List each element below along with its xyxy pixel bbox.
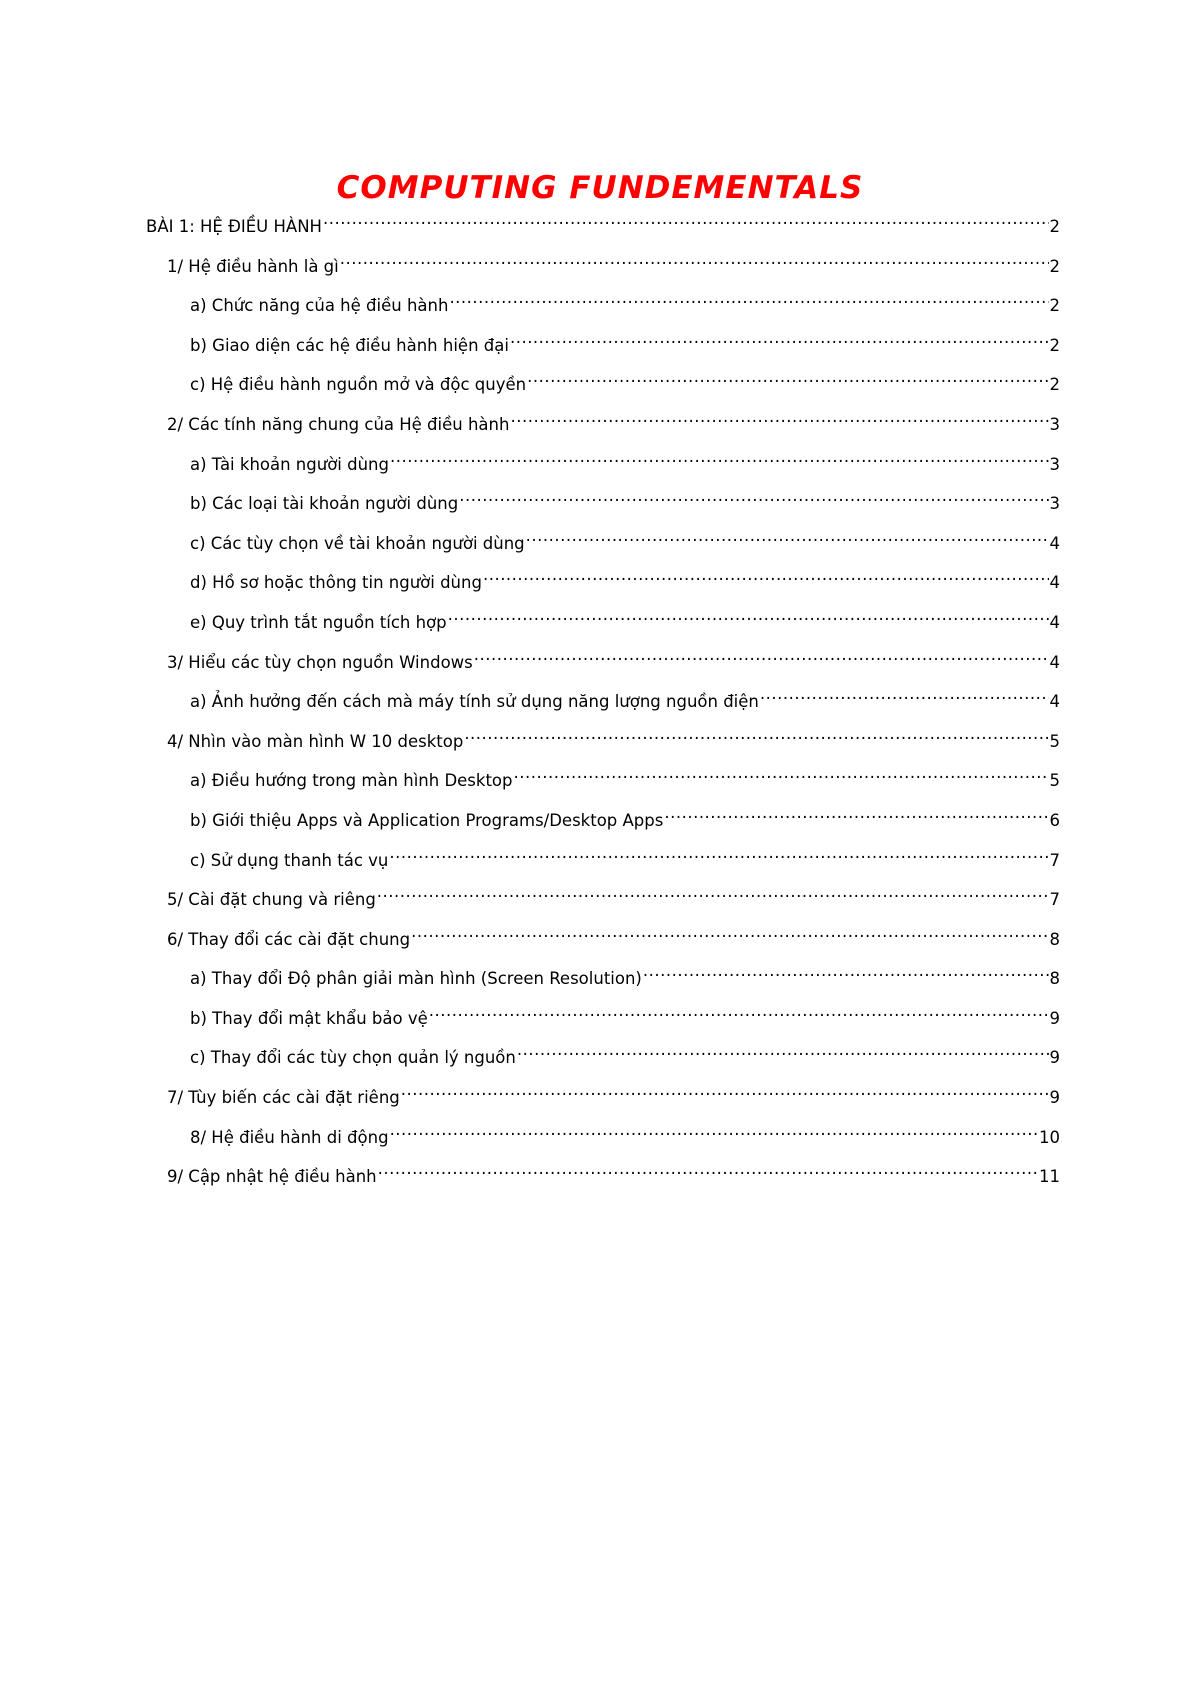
toc-entry-text: c) Thay đổi các tùy chọn quản lý nguồn: [190, 1048, 516, 1068]
toc-entry-page: 4: [1049, 533, 1060, 553]
document-title: COMPUTING FUNDEMENTALS: [336, 170, 864, 206]
toc-entry-text: b) Các loại tài khoản người dùng: [190, 494, 459, 514]
toc-entry-text: c) Hệ điều hành nguồn mở và độc quyền: [190, 375, 527, 395]
toc-entry-page: 2: [1049, 335, 1060, 355]
toc-leader-dots: [401, 1083, 1049, 1103]
toc-entry-text: b) Giao diện các hệ điều hành hiện đại: [190, 335, 509, 355]
toc-entry-text: 3/ Hiểu các tùy chọn nguồn Windows: [167, 652, 473, 672]
toc-entry-page: 11: [1039, 1167, 1060, 1187]
toc-entry-text: b) Thay đổi mật khẩu bảo vệ: [190, 1008, 428, 1028]
toc-entry-text: d) Hồ sơ hoặc thông tin người dùng: [190, 573, 482, 593]
toc-entry-page: 4: [1049, 652, 1060, 672]
toc-leader-dots: [378, 1162, 1038, 1182]
toc-leader-dots: [459, 489, 1048, 509]
toc-entry-text: 2/ Các tính năng chung của Hệ điều hành: [167, 414, 510, 434]
toc-entry[interactable]: [146, 687, 1060, 727]
toc-entry-page: 9: [1049, 1008, 1060, 1028]
toc-entry-page: 3: [1049, 414, 1060, 434]
toc-leader-dots: [643, 964, 1049, 984]
toc-leader-dots: [340, 252, 1049, 272]
toc-entry-page: 5: [1049, 771, 1060, 791]
toc-leader-dots: [664, 806, 1048, 826]
toc-leader-dots: [474, 648, 1049, 668]
toc-entry-page: 7: [1049, 890, 1060, 910]
toc-leader-dots: [448, 608, 1049, 628]
toc-entry-text: e) Quy trình tắt nguồn tích hợp: [190, 612, 447, 632]
toc-entry-page: 8: [1049, 929, 1060, 949]
toc-entry[interactable]: [146, 489, 1060, 529]
toc-entry-page: 6: [1049, 810, 1060, 830]
toc-entry-text: 1/ Hệ điều hành là gì: [167, 256, 339, 276]
toc-leader-dots: [390, 1123, 1038, 1143]
toc-entry[interactable]: [146, 370, 1060, 410]
toc-entry[interactable]: [146, 1043, 1060, 1083]
toc-leader-dots: [527, 370, 1048, 390]
toc-entry-page: 8: [1049, 969, 1060, 989]
toc-entry[interactable]: [146, 648, 1060, 688]
toc-entry-text: c) Sử dụng thanh tác vụ: [190, 850, 389, 870]
toc-leader-dots: [517, 1043, 1049, 1063]
toc-entry[interactable]: [146, 212, 1060, 252]
toc-entry-page: 9: [1049, 1048, 1060, 1068]
toc-leader-dots: [514, 766, 1049, 786]
toc-entry[interactable]: [146, 846, 1060, 886]
toc-entry[interactable]: [146, 727, 1060, 767]
toc-entry-text: b) Giới thiệu Apps và Application Programs/Desktop Apps: [190, 810, 664, 830]
toc-entry[interactable]: [146, 885, 1060, 925]
toc-leader-dots: [411, 925, 1048, 945]
toc-entry[interactable]: [146, 766, 1060, 806]
toc-entry-text: 6/ Thay đổi các cài đặt chung: [167, 929, 411, 949]
toc-entry[interactable]: [146, 331, 1060, 371]
toc-entry-page: 10: [1039, 1127, 1060, 1147]
toc-entry-page: 2: [1049, 375, 1060, 395]
toc-entry[interactable]: [146, 1083, 1060, 1123]
toc-entry-page: 2: [1049, 256, 1060, 276]
toc-entry-text: a) Chức năng của hệ điều hành: [190, 296, 449, 316]
toc-leader-dots: [526, 529, 1049, 549]
toc-leader-dots: [429, 1004, 1049, 1024]
toc-entry[interactable]: [146, 1162, 1060, 1202]
toc-entry-text: a) Ảnh hưởng đến cách mà máy tính sử dụng năng lượng nguồn điện: [190, 692, 759, 712]
toc-entry[interactable]: [146, 608, 1060, 648]
table-of-contents: [146, 212, 1060, 1202]
toc-entry-text: a) Điều hướng trong màn hình Desktop: [190, 771, 513, 791]
toc-entry[interactable]: [146, 806, 1060, 846]
toc-entry-page: 9: [1049, 1088, 1060, 1108]
toc-entry-page: 3: [1049, 454, 1060, 474]
toc-entry-page: 3: [1049, 494, 1060, 514]
toc-entry-text: 4/ Nhìn vào màn hình W 10 desktop: [167, 731, 464, 751]
toc-leader-dots: [449, 291, 1048, 311]
toc-entry-text: c) Các tùy chọn về tài khoản người dùng: [190, 533, 525, 553]
toc-entry[interactable]: [146, 964, 1060, 1004]
toc-entry-page: 4: [1049, 612, 1060, 632]
toc-leader-dots: [760, 687, 1049, 707]
toc-entry-page: 7: [1049, 850, 1060, 870]
toc-leader-dots: [323, 212, 1049, 232]
toc-entry-page: 5: [1049, 731, 1060, 751]
toc-entry[interactable]: [146, 291, 1060, 331]
toc-entry-page: 2: [1049, 217, 1060, 236]
toc-entry[interactable]: [146, 925, 1060, 965]
toc-entry-page: 4: [1049, 692, 1060, 712]
toc-entry[interactable]: [146, 450, 1060, 490]
toc-leader-dots: [510, 331, 1049, 351]
toc-entry-page: 2: [1049, 296, 1060, 316]
toc-entry[interactable]: [146, 529, 1060, 569]
toc-leader-dots: [464, 727, 1048, 747]
toc-entry-text: 5/ Cài đặt chung và riêng: [167, 890, 376, 910]
toc-leader-dots: [483, 568, 1049, 588]
toc-entry-text: 8/ Hệ điều hành di động: [190, 1127, 389, 1147]
toc-entry-page: 4: [1049, 573, 1060, 593]
toc-leader-dots: [377, 885, 1049, 905]
toc-entry-text: a) Thay đổi Độ phân giải màn hình (Screen Resolution): [190, 969, 642, 989]
toc-entry[interactable]: [146, 252, 1060, 292]
toc-entry-text: a) Tài khoản người dùng: [190, 454, 389, 474]
toc-entry[interactable]: [146, 410, 1060, 450]
toc-entry-text: 7/ Tùy biến các cài đặt riêng: [167, 1088, 400, 1108]
toc-entry-text: 9/ Cập nhật hệ điều hành: [167, 1167, 377, 1187]
toc-leader-dots: [389, 846, 1048, 866]
toc-entry-text: BÀI 1: HỆ ĐIỀU HÀNH: [146, 217, 322, 236]
toc-entry[interactable]: [146, 568, 1060, 608]
toc-leader-dots: [510, 410, 1048, 430]
toc-leader-dots: [390, 450, 1049, 470]
toc-entry[interactable]: [146, 1123, 1060, 1163]
toc-entry[interactable]: [146, 1004, 1060, 1044]
